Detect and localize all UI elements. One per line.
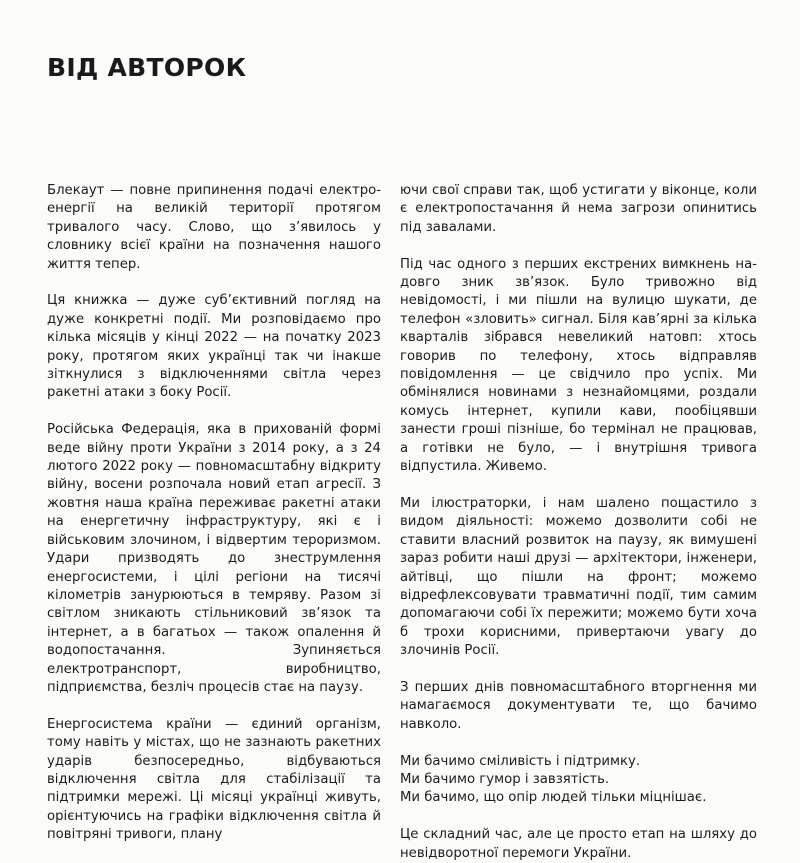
right-text-column	[400, 182, 757, 863]
paragraph-we-see-courage: Ми бачимо сміливість і підтримку.	[400, 753, 641, 769]
paragraph-book-purpose: Ця книжка — дуже суб’єктивний погляд на дуже конкретні події. Ми розповідаємо про кілька місяців у кінці 2022 — на початку 2023 року, протягом яких українці так чи інакше зіткнулися з відключеннями світла через ракетні атаки з боку Росії.	[47, 293, 381, 401]
paragraph-russian-aggression: Російська Федерація, яка в прихованій формі веде війну проти України з 2014 року, а з 24 лютого 2022 року — повномасштабну відкриту війну, восени розпочала новий етап агресії. З жовтня наша країна переживає ракетні атаки на енергетичну інфраструктуру, які є і військовим злочином, і відвертим тероризмом. Удари призводять до знеструмлення енергосистеми, і цілі регіони на тисячі кілометрів занурюються в темряву. Разом зі світлом зникають стільниковий зв’язок та інтернет, а в багатьох — також опалення й водопостачання. Зупиняється електротранспорт, виробництво, підприємства, безліч процесів стає на паузу.	[47, 422, 381, 695]
paragraph-energy-system: Енергосистема країни — єдиний організм, тому навіть у містах, що не зазнають ракетних ударів безпосередньо, відбуваються відключення світла для стабілізації та підтримки мережі. Ці місяці українці живуть, орієнтуючись на графіки відключення світла й повітряні тривоги, плану	[47, 716, 381, 843]
page-title: ВІД АВТОРОК	[47, 53, 247, 82]
paragraph-blackout-definition: Блекаут — повне припинення подачі електроенергії на великій території протягом тривалого часу. Слово, що з’явилось у словнику всієї країни на позначення нашого життя тепер.	[47, 183, 381, 272]
paragraph-energy-system-continued: ючи свої справи так, щоб устигати у віконце, коли є електропостачання й нема загрози опинитись під завалами.	[400, 183, 757, 235]
paragraph-we-see-humor: Ми бачимо гумор і завзятість.	[400, 771, 610, 787]
left-text-column	[47, 182, 381, 845]
paragraph-victory: Це складний час, але це просто етап на шляху до невідворотної перемоги України.	[400, 827, 757, 861]
paragraph-we-see-resistance: Ми бачимо, що опір людей тільки міцнішає.	[400, 790, 707, 806]
paragraph-lost-connection: Під час одного з перших екстрених вимкнень надовго зник зв’язок. Було тривожно від невідомості, і ми пішли на вулицю шукати, де телефон «зловить» сигнал. Біля кав’ярні за кілька кварталів зібрався невеликий натовп: хтось говорив по телефону, хтось відправляв повідомлення — це свідчило про успіх. Ми обмінялися новинами з незнайомцями, роздали комусь інтернет, купили кави, пообіцявши занести гроші пізніше, бо термінал не працював, а готівки не було, — і внутрішня тривога відпустила. Живемо.	[400, 256, 757, 475]
paragraph-illustrators: Ми ілюстраторки, і нам шалено пощастило з видом діяльності: можемо дозволити собі не ставити власний розвиток на паузу, як вимушені зараз робити наші друзі — архітектори, інженери, айтівці, що пішли на фронт; можемо відрефлексовувати травматичні події, тим самим допомагаючи собі їх пережити; можемо бути хоча б трохи корисними, привертаючи увагу до злочинів Росії.	[400, 495, 757, 659]
paragraph-documenting: З перших днів повномасштабного вторгнення ми намагаємося документувати те, що бачимо навколо.	[400, 679, 757, 732]
